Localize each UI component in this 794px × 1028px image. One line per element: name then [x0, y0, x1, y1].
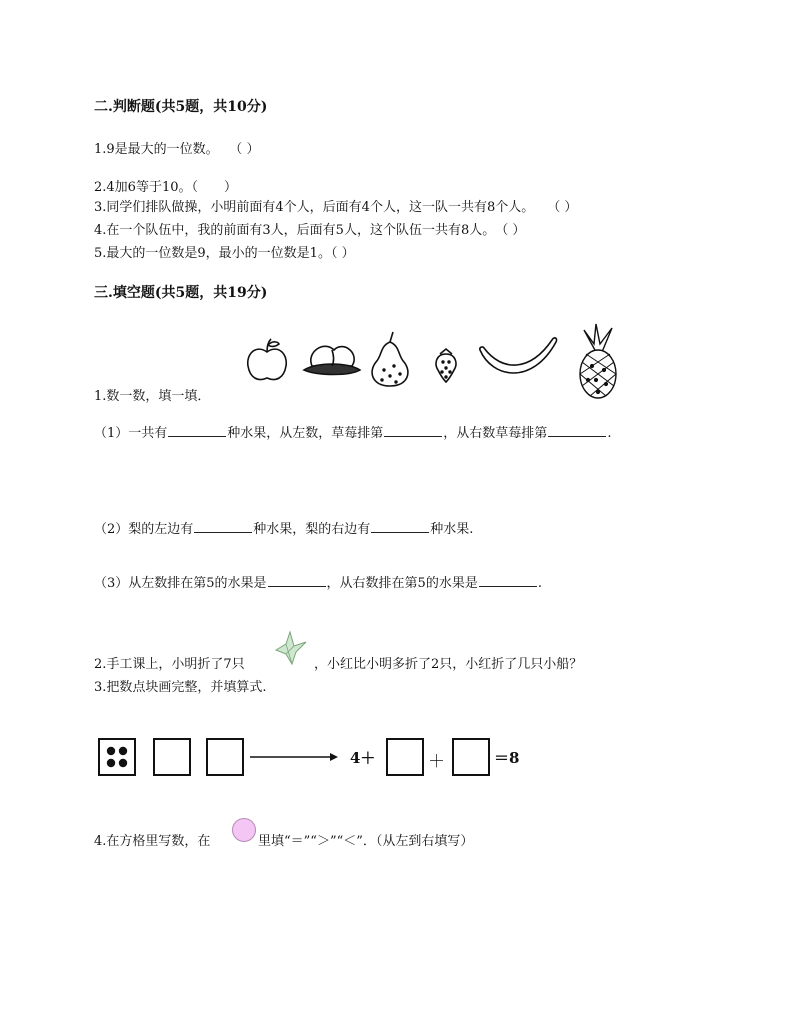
answer-blank[interactable]	[168, 424, 226, 437]
empty-dot-block[interactable]	[206, 738, 244, 776]
part-3-text-a: （3）从左数排在第5的水果是	[94, 576, 267, 591]
answer-blank[interactable]	[479, 574, 537, 587]
judge-question-1: 1.9是最大的一位数。 （ ）	[94, 142, 260, 157]
paper-crane-icon	[272, 630, 308, 666]
equation-plus: ＋	[428, 752, 445, 772]
part-3-text-b: ，从右数排在第5的水果是	[326, 576, 478, 591]
empty-dot-block[interactable]	[153, 738, 191, 776]
equation-answer-box[interactable]	[386, 738, 424, 776]
section-2-title: 二.判断题(共5题，共10分)	[94, 99, 268, 115]
part-3-text-c: .	[537, 576, 542, 591]
part-2-text-a: （2）梨的左边有	[94, 522, 194, 537]
pear-icon	[372, 332, 408, 386]
judge-question-4: 4.在一个队伍中，我的前面有3人，后面有5人，这个队伍一共有8人。 （ ）	[94, 223, 526, 238]
fill-question-1-stem: 1.数一数，填一填．	[94, 389, 211, 404]
section-3-title: 三.填空题(共5题，共19分)	[94, 285, 268, 301]
equation-end: ＝8	[494, 749, 520, 767]
fill-question-2-text-a: 2.手工课上，小明折了7只	[94, 657, 245, 672]
part-2-text-b: 种水果，梨的右边有	[253, 522, 371, 537]
part-2-text-c: 种水果.	[430, 522, 474, 537]
answer-blank[interactable]	[268, 574, 326, 587]
fill-question-4-text-b: 里填“＝”“＞”“＜”．（从左到右填写）	[258, 834, 474, 849]
dots-icon	[100, 740, 134, 774]
peach-icon	[304, 346, 360, 374]
fruit-row	[240, 320, 630, 400]
arrow-icon	[250, 752, 338, 762]
answer-blank[interactable]	[384, 424, 442, 437]
answer-blank[interactable]	[194, 520, 252, 533]
strawberry-icon	[436, 349, 456, 382]
answer-blank[interactable]	[548, 424, 606, 437]
fill-question-2-text-b: ，小红比小明多折了2只，小红折了几只小船？	[314, 657, 583, 672]
part-1-text-b: 种水果，从左数，草莓排第	[227, 426, 384, 441]
judge-question-3: 3.同学们排队做操，小明前面有4个人，后面有4个人，这一队一共有8个人。 （ ）	[94, 200, 578, 215]
banana-icon	[480, 338, 557, 373]
judge-question-2: 2.4加6等于10。（ ）	[94, 180, 237, 195]
fill-question-1-part-1	[94, 422, 611, 441]
fill-question-1-part-3	[94, 572, 542, 591]
fill-question-4-text-a: 4.在方格里写数，在	[94, 834, 211, 849]
fill-question-1-part-2	[94, 518, 473, 537]
judge-question-5: 5.最大的一位数是9，最小的一位数是1。（ ）	[94, 246, 355, 261]
compare-circle-icon	[232, 818, 256, 842]
fill-question-3-stem: 3.把数点块画完整，并填算式.	[94, 680, 267, 695]
dot-block-four	[98, 738, 136, 776]
pineapple-icon	[580, 324, 616, 398]
part-1-text-d: .	[607, 426, 612, 441]
equation-answer-box[interactable]	[452, 738, 490, 776]
answer-blank[interactable]	[371, 520, 429, 533]
part-1-text-c: ，从右数草莓排第	[443, 426, 548, 441]
apple-icon	[248, 339, 287, 380]
equation-start: 4＋	[350, 749, 376, 767]
part-1-text-a: （1）一共有	[94, 426, 168, 441]
